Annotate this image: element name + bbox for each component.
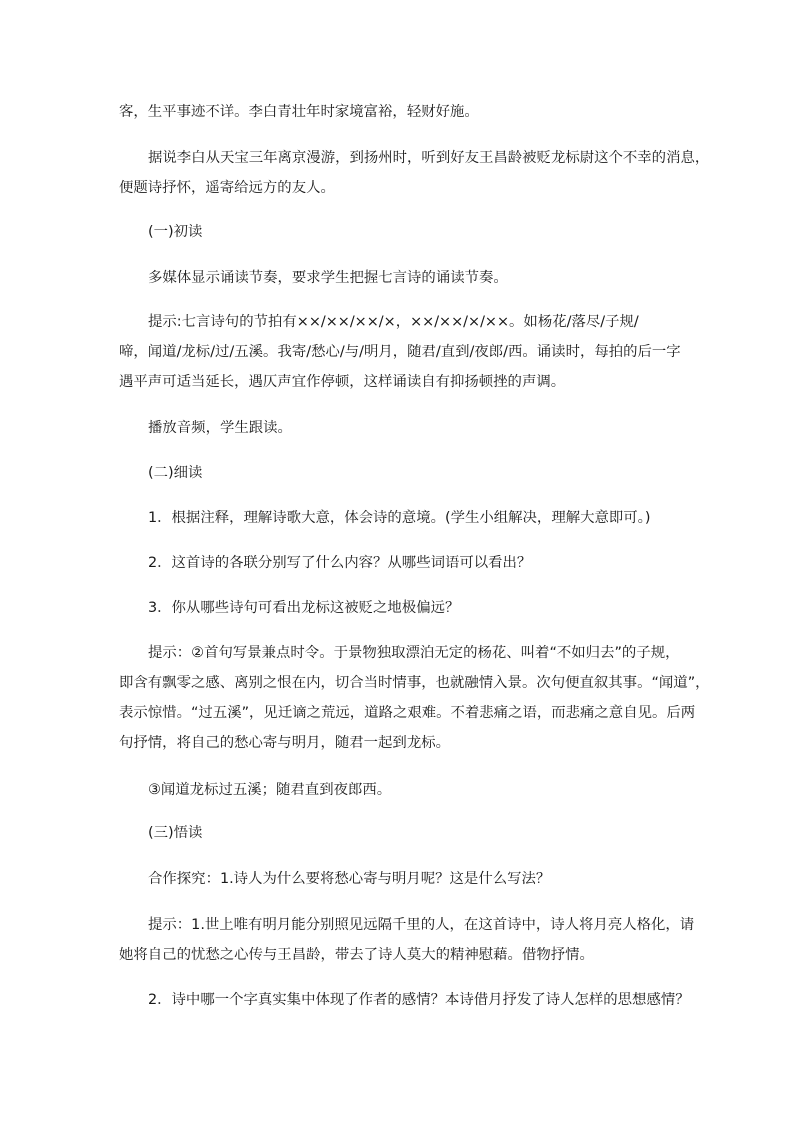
question-emotion bbox=[119, 985, 690, 1015]
paragraph-line: 遇平声可适当延长，遇仄声宜作停顿，这样诵读自有抑扬顿挫的声调。 bbox=[119, 374, 566, 390]
paragraph-rhythm-hint bbox=[119, 307, 679, 397]
paragraph-line: 客，生平事迹不详。李白青壮年时家境富裕，轻财好施。 bbox=[119, 104, 479, 120]
paragraph-line: 即含有飘零之感、离别之恨在内，切合当时情事，也就融情入景。次句便直叙其事。“闻道”， bbox=[119, 675, 710, 691]
paragraph-line: 便题诗抒怀，遥寄给远方的友人。 bbox=[119, 180, 335, 196]
section-heading-insight-read bbox=[119, 818, 679, 848]
paragraph-audio bbox=[119, 413, 679, 443]
paragraph-multimedia bbox=[119, 263, 679, 293]
paragraph-line: (三)悟读 bbox=[148, 825, 203, 841]
paragraph-background bbox=[119, 143, 710, 203]
paragraph-line: 多媒体显示诵读节奏，要求学生把握七言诗的诵读节奏。 bbox=[148, 270, 508, 286]
paragraph-line: 提示：②首句写景兼点时令。于景物独取漂泊无定的杨花、叫着“不如归去”的子规， bbox=[148, 645, 680, 661]
paragraph-line: 句抒情，将自己的愁心寄与明月，随君一起到龙标。 bbox=[119, 735, 450, 751]
paragraph-analysis-hint bbox=[119, 638, 710, 758]
paragraph-line: 啼，闻道/龙标/过/五溪。我寄/愁心/与/明月，随君/直到/夜郎/西。诵读时，每拍的后一字 bbox=[119, 344, 681, 360]
paragraph-line: 2．诗中哪一个字真实集中体现了作者的感情？本诗借月抒发了诗人怎样的思想感情？ bbox=[148, 992, 690, 1008]
paragraph-line: 提示：1.世上唯有明月能分别照见远隔千里的人，在这首诗中，诗人将月亮人格化，请 bbox=[148, 917, 695, 933]
paragraph-answer-3 bbox=[119, 775, 679, 805]
paragraph-line: 1．根据注释，理解诗歌大意，体会诗的意境。(学生小组解决，理解大意即可。) bbox=[148, 510, 651, 526]
paragraph-cooperative-inquiry bbox=[119, 864, 679, 894]
paragraph-line: 合作探究：1.诗人为什么要将愁心寄与明月呢？这是什么写法？ bbox=[148, 871, 551, 887]
question-2 bbox=[119, 548, 679, 578]
paragraph-moon-hint bbox=[119, 910, 695, 970]
paragraph-line: (一)初读 bbox=[148, 224, 203, 240]
paragraph-intro-tail bbox=[119, 97, 679, 127]
paragraph-line: 3．你从哪些诗句可看出龙标这被贬之地极偏远？ bbox=[148, 600, 460, 616]
paragraph-line: 表示惊惜。“过五溪”，见迁谪之荒远，道路之艰难。不着悲痛之语，而悲痛之意自见。后两 bbox=[119, 705, 696, 721]
paragraph-line: ③闻道龙标过五溪；随君直到夜郎西。 bbox=[148, 782, 392, 798]
question-1 bbox=[119, 503, 679, 533]
paragraph-line: 她将自己的忧愁之心传与王昌龄，带去了诗人莫大的精神慰藉。借物抒情。 bbox=[119, 947, 594, 963]
paragraph-line: 播放音频，学生跟读。 bbox=[148, 420, 292, 436]
paragraph-line: 据说李白从天宝三年离京漫游，到扬州时，听到好友王昌龄被贬龙标尉这个不幸的消息， bbox=[148, 150, 710, 166]
paragraph-line: 2．这首诗的各联分别写了什么内容？从哪些词语可以看出？ bbox=[148, 555, 532, 571]
paragraph-line: (二)细读 bbox=[148, 465, 203, 481]
question-3 bbox=[119, 593, 679, 623]
section-heading-first-read bbox=[119, 217, 679, 247]
paragraph-line: 提示:七言诗句的节拍有××/××/××/×，××/××/×/××。如杨花/落尽/子规/ bbox=[148, 314, 639, 330]
section-heading-close-read bbox=[119, 458, 679, 488]
